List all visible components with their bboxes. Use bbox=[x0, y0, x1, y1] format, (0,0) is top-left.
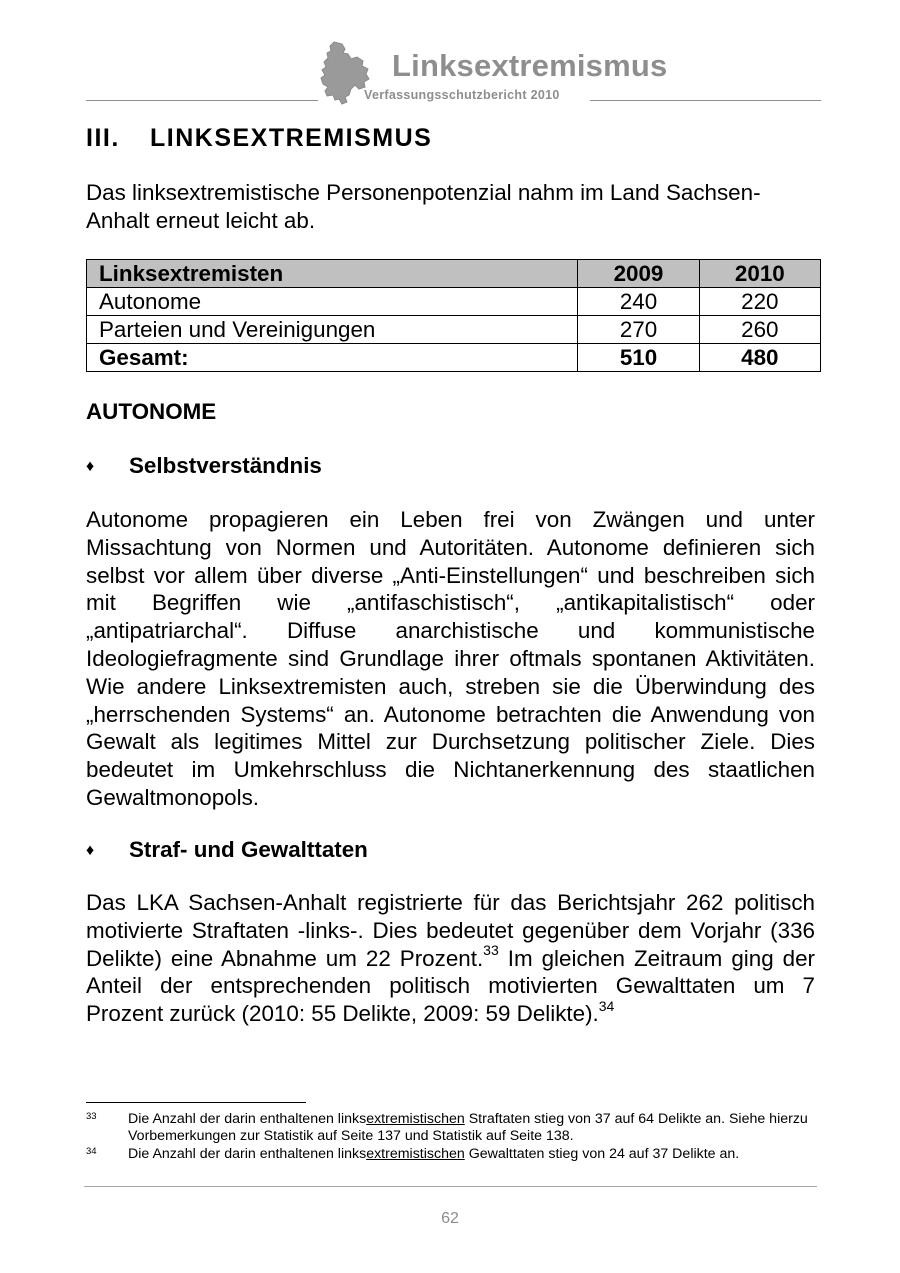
map-saxony-anhalt-icon bbox=[318, 40, 370, 106]
subsection-title: Straf- und Gewalttaten bbox=[129, 837, 368, 862]
table-header-cell: 2009 bbox=[578, 260, 699, 288]
table-header-cell: Linksextremisten bbox=[87, 260, 578, 288]
footnote bbox=[86, 1146, 816, 1163]
footnote-number: 34 bbox=[86, 1146, 97, 1157]
table-header-cell: 2010 bbox=[699, 260, 820, 288]
statistics-table bbox=[86, 259, 821, 372]
header-brand-title: Linksextremismus bbox=[392, 48, 668, 83]
section-heading: AUTONOME bbox=[86, 399, 217, 424]
table-total-row bbox=[87, 344, 821, 372]
footnote-text-part: Straftaten stieg von 37 auf 64 Delikte an. Siehe hierzu Vorbemerkungen zur Statistik auf Seite 137 und Statistik auf Seite 138. bbox=[128, 1111, 808, 1144]
selbstverstaendnis-paragraph: Autonome propagieren ein Leben frei von Zwängen und unter Missachtung von Normen und Autoritäten. Autonome definieren sich selbst vor allem über diverse „Anti-Einstellungen“ und beschreiben sich mit Begriffen wie „antifaschistisch“, „antikapitalistisch“ oder „antipatriarchal“. Diffuse anarchistische und kommunistische Ideologiefragmente sind Grundlage ihrer oftmals spontanen Aktivitäten. Wie andere Linksextremisten auch, streben sie die Überwindung des „herrschenden Systems“ an. Autonome betrachten die Anwendung von Gewalt als legitimes Mittel zur Durchsetzung politischer Ziele. Dies bedeutet im Umkehrschluss die Nichtanerkennung des staatlichen Gewaltmonopols. bbox=[86, 507, 815, 810]
footer-rule bbox=[84, 1186, 817, 1187]
footnote-reference[interactable]: 33 bbox=[483, 942, 499, 959]
page-number: 62 bbox=[441, 1210, 459, 1227]
table-row bbox=[87, 316, 821, 344]
footnote-text-part: Die Anzahl der darin enthaltenen links bbox=[128, 1146, 367, 1162]
footnote-text-part: Gewalttaten stieg von 24 auf 37 Delikte an. bbox=[464, 1146, 740, 1162]
header-brand-subtitle: Verfassungsschutzbericht 2010 bbox=[364, 88, 560, 102]
table-cell: 510 bbox=[578, 344, 699, 372]
table-cell: 480 bbox=[699, 344, 820, 372]
diamond-bullet-icon: ♦ bbox=[86, 458, 95, 475]
paragraph-text: Im gleichen Zeitraum ging der Anteil der entsprechenden politisch motivierten Gewalttaten um 7 Prozent zurück (2010: 55 Delikte, 2009: 59 Delikte). bbox=[86, 945, 815, 1027]
footnote-number: 33 bbox=[86, 1111, 97, 1122]
footnote-underlined-term: extremistischen bbox=[366, 1146, 465, 1162]
chapter-number: III. bbox=[86, 124, 120, 152]
table-cell: Parteien und Vereinigungen bbox=[87, 316, 578, 344]
straftaten-paragraph bbox=[86, 889, 815, 1028]
diamond-bullet-icon: ♦ bbox=[86, 842, 95, 859]
subsection-heading bbox=[86, 837, 368, 863]
subsection-heading bbox=[86, 453, 322, 479]
page-header bbox=[0, 38, 900, 108]
intro-paragraph: Das linksextremistische Personenpotenzial nahm im Land Sachsen-Anhalt erneut leicht ab. bbox=[86, 180, 761, 233]
footnote-text-part: Die Anzahl der darin enthaltenen links bbox=[128, 1111, 367, 1127]
footnote-text bbox=[128, 1146, 816, 1163]
header-rule-right bbox=[590, 100, 821, 101]
table-header-row bbox=[87, 260, 821, 288]
footnote bbox=[86, 1111, 816, 1145]
footnote-reference[interactable]: 34 bbox=[598, 997, 615, 1014]
table-cell: 220 bbox=[699, 288, 820, 316]
footnote-separator bbox=[86, 1102, 306, 1103]
table-cell: Autonome bbox=[87, 288, 578, 316]
footnote-underlined-term: extremistischen bbox=[366, 1111, 465, 1127]
table-row bbox=[87, 288, 821, 316]
chapter-title: LINKSEXTREMISMUS bbox=[150, 124, 433, 152]
table-cell: Gesamt: bbox=[87, 344, 578, 372]
table-cell: 260 bbox=[699, 316, 820, 344]
chapter-heading bbox=[86, 124, 432, 153]
header-rule-left bbox=[86, 100, 318, 101]
table-cell: 270 bbox=[578, 316, 699, 344]
paragraph-text: Das LKA Sachsen-Anhalt registrierte für das Berichtsjahr 262 politisch motivierte Straftaten -links-. Dies bedeutet gegenüber dem Vorjahr (336 Delikte) eine Abnahme um 22 Prozent. bbox=[86, 890, 815, 971]
subsection-title: Selbstverständnis bbox=[129, 453, 322, 478]
table-cell: 240 bbox=[578, 288, 699, 316]
footnote-text bbox=[128, 1111, 816, 1145]
